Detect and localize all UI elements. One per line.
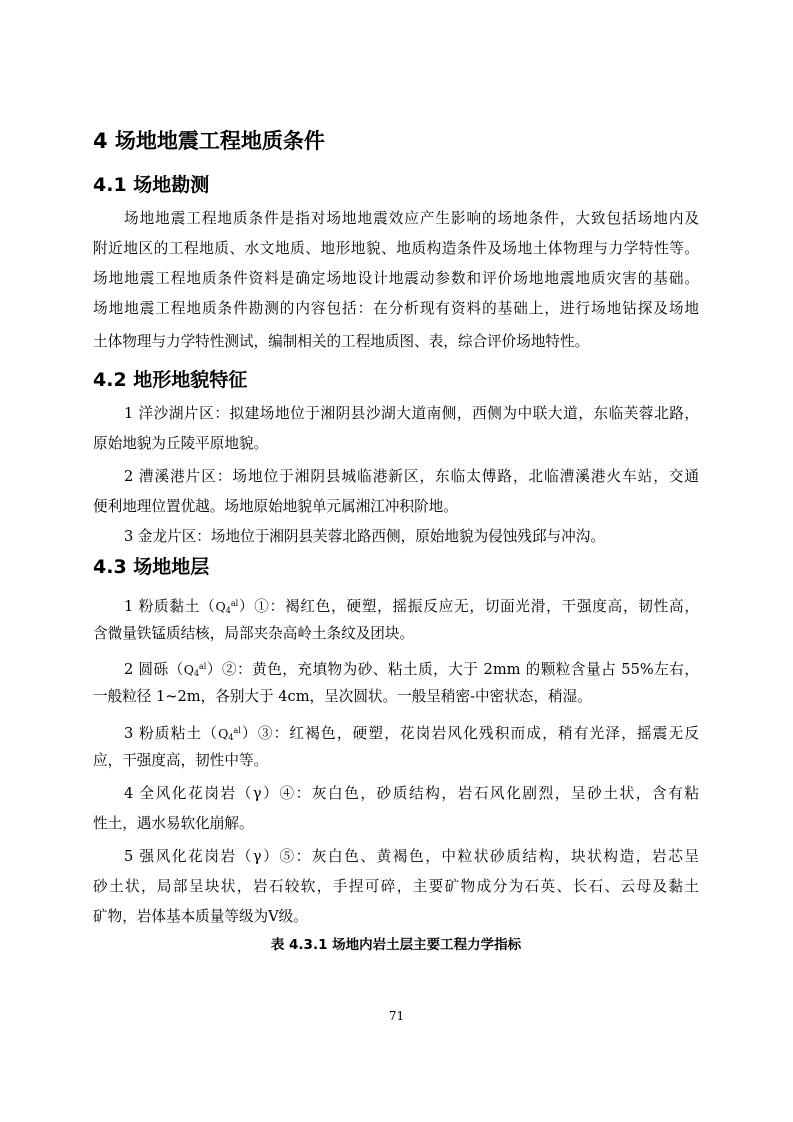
paragraph-line: 附近地区的工程地质、水文地质、地形地貌、地质构造条件及场地土体物理与力学特性等。 — [93, 240, 699, 257]
heading-4-1: 4.1 场地勘测 — [93, 174, 210, 196]
layer-5-line-2: 砂土状，局部呈块状，岩石较软，手捏可碎，主要矿物成分为石英、长石、云母及黏土 — [93, 878, 699, 895]
paragraph-line: 3 金龙片区：场地位于湘阴县芙蓉北路西侧，原始地貌为侵蚀残邱与冲沟。 — [124, 528, 605, 545]
q-symbol: $Q_4^{al}$ — [218, 726, 241, 742]
heading-4-2: 4.2 地形地貌特征 — [93, 369, 248, 391]
paragraph-line: 场地地震工程地质条件资料是确定场地设计地震动参数和评价场地地震地质灾害的基础。 — [93, 270, 699, 287]
layer-1-line-2: 含微量铁锰质结核，局部夹杂高岭土条纹及团块。 — [93, 625, 415, 642]
layer-4-line-2: 性土，遇水易软化崩解。 — [93, 815, 254, 832]
layer-1-line-1: 1 粉质黏土$(Q_4^{al})①$：褐红色，硬塑，摇振反应无，切面光滑，干强度高，韧性高， — [124, 598, 699, 615]
layer-4-line-1: 4 全风化花岗岩（γ）④：灰白色，砂质结构，岩石风化剧烈，呈砂土状，含有粘 — [124, 785, 699, 802]
paragraph-line: 1 洋沙湖片区：拟建场地位于湘阴县沙湖大道南侧，西侧为中联大道，东临芙蓉北路， — [124, 405, 699, 422]
page-number: 71 — [388, 1009, 405, 1023]
paragraph-line: 原始地貌为丘陵平原地貌。 — [93, 435, 269, 452]
layer-2-line-2: 一般粒径 1~2m，各别大于 4cm，呈次圆状。一般呈稍密-中密状态，稍湿。 — [93, 688, 592, 705]
paragraph-line: 2 漕溪港片区：场地位于湘阴县城临港新区，东临太傅路，北临漕溪港火车站，交通 — [124, 468, 699, 485]
layer-3-line-2: 应，干强度高，韧性中等。 — [93, 752, 269, 769]
paragraph-line: 场地地震工程地质条件是指对场地地震效应产生影响的场地条件，大致包括场地内及 — [124, 210, 699, 227]
layer-5-line-1: 5 强风化花岗岩（γ）⑤：灰白色、黄褐色，中粒状砂质结构，块状构造，岩芯呈 — [124, 848, 699, 865]
layer-3-line-1: 3 粉质粘土$(Q_4^{al})③$：红褐色，硬塑，花岗岩风化残积而成，稍有光泽，摇震无反 — [124, 725, 699, 742]
paragraph-line: 场地地震工程地质条件勘测的内容包括：在分析现有资料的基础上，进行场地钻探及场地 — [93, 300, 699, 317]
q-symbol: $Q_4^{al}$ — [183, 662, 207, 678]
layer-2-line-1: 2 圆砾$(Q_4^{al})②$：黄色，充填物为砂、粘土质，大于 2mm 的颗粒含量占 55%左右， — [124, 661, 699, 678]
heading-4-3: 4.3 场地地层 — [93, 556, 210, 578]
paragraph-line: 土体物理与力学特性测试，编制相关的工程地质图、表，综合评价场地特性。 — [93, 333, 590, 350]
paragraph-line: 便利地理位置优越。场地原始地貌单元属湘江冲积阶地。 — [93, 498, 458, 515]
q-symbol: $Q_4^{al}$ — [215, 599, 239, 615]
layer-5-line-3: 矿物，岩体基本质量等级为Ⅴ级。 — [93, 908, 308, 925]
section-title: 4 场地地震工程地质条件 — [93, 129, 325, 153]
table-caption: 表 4.3.1 场地内岩土层主要工程力学指标 — [270, 937, 522, 953]
